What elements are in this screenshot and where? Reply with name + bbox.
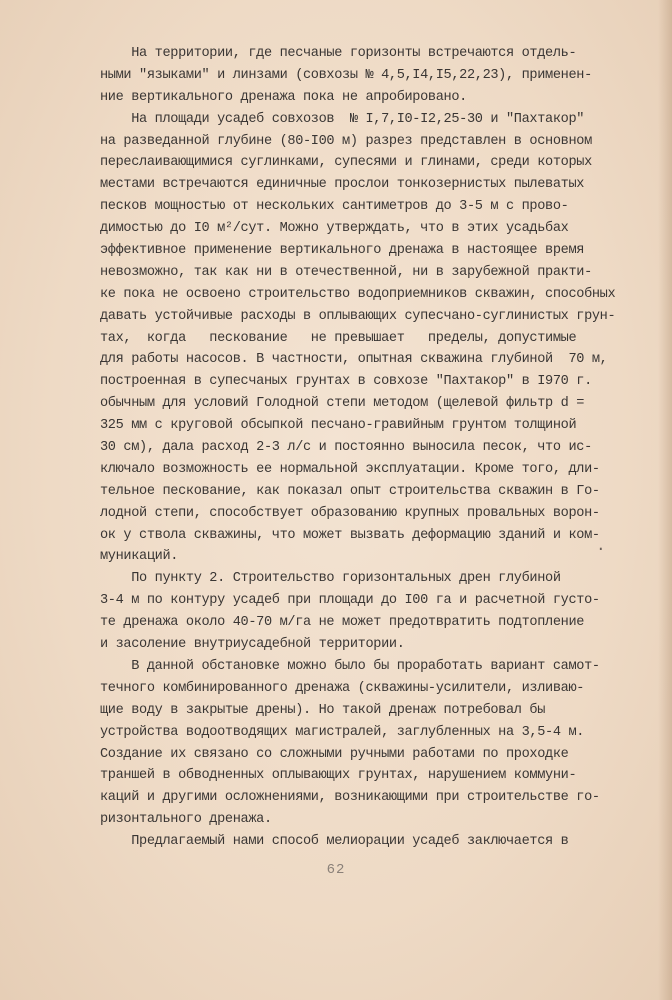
text-line: На площади усадеб совхозов № I,7,I0-I2,25-30 и "Пахтакор"	[100, 111, 585, 127]
text-line: ке пока не освоено строительство водоприемников скважин, способных	[100, 286, 616, 302]
text-line: построенная в супесчаных грунтах в совхозе "Пахтакор" в I970 г.	[100, 374, 592, 390]
text-line: и засоление внутриусадебной территории.	[100, 637, 405, 653]
text-line: местами встречаются единичные прослои тонкозернистых пылеватых	[100, 177, 585, 193]
text-line: В данной обстановке можно было бы проработать вариант самот-	[100, 658, 600, 674]
text-line: Создание их связано со сложными ручными работами по проходке	[100, 746, 569, 762]
text-line: те дренажа около 40-70 м/га не может предотвратить подтопление	[100, 615, 585, 631]
text-line: ок у ствола скважины, что может вызвать деформацию зданий и ком-	[100, 527, 600, 543]
text-line: эффективное применение вертикального дренажа в настоящее время	[100, 243, 585, 259]
text-line: димостью до I0 м²/сут. Можно утверждать, что в этих усадьбах	[100, 221, 569, 237]
text-line: ключало возможность ее нормальной эксплуатации. Кроме того, дли-	[100, 461, 600, 477]
text-line: каций и другими осложнениями, возникающими при строительстве го-	[100, 790, 600, 806]
text-line: ными "языками" и линзами (совхозы № 4,5,I4,I5,22,23), применен-	[100, 67, 592, 83]
text-line: 3-4 м по контуру усадеб при площади до I00 га и расчетной густо-	[100, 593, 600, 609]
text-line: давать устойчивые расходы в оплывающих супесчано-суглинистых грун-	[100, 308, 616, 324]
body-text	[100, 43, 620, 853]
text-line: на разведанной глубине (80-I00 м) разрез представлен в основном	[100, 133, 592, 149]
text-line: траншей в обводненных оплывающих грунтах, нарушением коммуни-	[100, 768, 577, 784]
text-line: течного комбинированного дренажа (скважины-усилители, изливаю-	[100, 680, 585, 696]
page-edge-shadow	[658, 0, 672, 1000]
text-line: переслаивающимися суглинками, супесями и глинами, среди которых	[100, 155, 592, 171]
text-line: 30 см), дала расход 2-3 л/с и постоянно выносила песок, что ис-	[100, 440, 592, 456]
text-line: тельное пескование, как показал опыт строительства скважин в Го-	[100, 483, 600, 499]
text-line: лодной степи, способствует образованию крупных провальных ворон-	[100, 505, 600, 521]
text-line: 325 мм с круговой обсыпкой песчано-гравийным грунтом толщиной	[100, 418, 577, 434]
text-line: песков мощностью от нескольких сантиметров до 3-5 м с прово-	[100, 199, 569, 215]
text-line: для работы насосов. В частности, опытная скважина глубиной 70 м,	[100, 352, 608, 368]
text-line: Предлагаемый нами способ мелиорации усадеб заключается в	[100, 834, 569, 850]
text-line: ние вертикального дренажа пока не апробировано.	[100, 89, 467, 105]
text-line: ризонтального дренажа.	[100, 812, 272, 828]
text-line: тах, когда пескование не превышает пределы, допустимые	[100, 330, 577, 346]
text-line: муникаций.	[100, 549, 179, 565]
text-line: невозможно, так как ни в отечественной, ни в зарубежной практи-	[100, 264, 592, 280]
margin-mark: .	[596, 537, 606, 555]
text-line: обычным для условий Голодной степи методом (щелевой фильтр d =	[100, 396, 585, 412]
text-line: На территории, где песчаные горизонты встречаются отдель-	[100, 46, 577, 61]
page-number: 62	[326, 862, 346, 878]
text-line: устройства водоотводящих магистралей, заглубленных на 3,5-4 м.	[100, 724, 585, 740]
text-line: По пункту 2. Строительство горизонтальных дрен глубиной	[100, 571, 561, 587]
text-line: щие воду в закрытые дрены). Но такой дренаж потребовал бы	[100, 702, 546, 718]
